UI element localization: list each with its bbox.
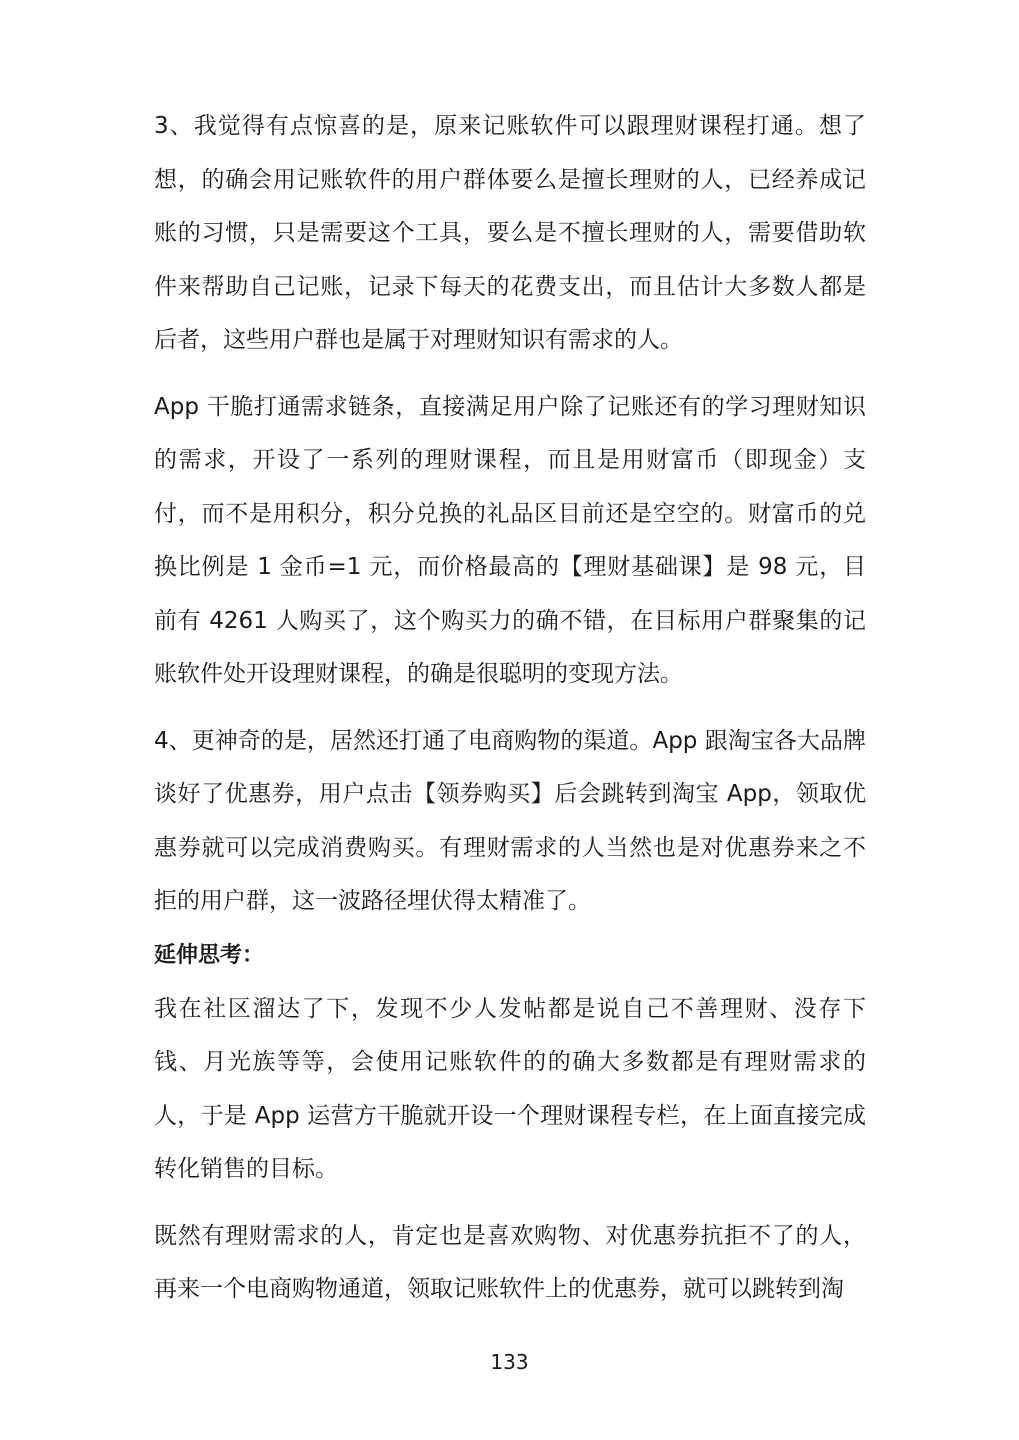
paragraph-app-courses: App 干脆打通需求链条，直接满足用户除了记账还有的学习理财知识的需求，开设了一系列的理财课程，而且是用财富币（即现金）支付，而不是用积分，积分兑换的礼品区目前还是空空的。财富币的兑换比例是 1 金币=1 元，而价格最高的【理财基础课】是 98 元，目前有 4261 人购买了，这个购买力的确不错，在目标用户群聚集的记账软件处开设理财课程，的确是很聪明的变现方法。	[154, 393, 866, 687]
paragraph-point-4: 4、更神奇的是，居然还打通了电商购物的渠道。App 跟淘宝各大品牌谈好了优惠券，用户点击【领券购买】后会跳转到淘宝 App，领取优惠券就可以完成消费购买。有理财需求的人当然也是对优惠券来之不拒的用户群，这一波路径埋伏得太精准了。	[154, 727, 866, 914]
paragraph-point-3: 3、我觉得有点惊喜的是，原来记账软件可以跟理财课程打通。想了想，的确会用记账软件的用户群体要么是擅长理财的人，已经养成记账的习惯，只是需要这个工具，要么是不擅长理财的人，需要借助软件来帮助自己记账，记录下每天的花费支出，而且估计大多数人都是后者，这些用户群也是属于对理财知识有需求的人。	[154, 113, 866, 353]
paragraph-community: 我在社区溜达了下，发现不少人发帖都是说自己不善理财、没存下钱、月光族等等，会使用记账软件的的确大多数都是有理财需求的人，于是 App 运营方干脆就开设一个理财课程专栏，在上面直接完成转化销售的目标。	[154, 995, 866, 1182]
page-number: 133	[490, 1350, 529, 1374]
section-heading: 延伸思考：	[154, 942, 265, 968]
paragraph-shopping: 既然有理财需求的人，肯定也是喜欢购物、对优惠券抗拒不了的人，再来一个电商购物通道，领取记账软件上的优惠券，就可以跳转到淘	[154, 1222, 866, 1302]
document-body	[154, 100, 866, 1317]
